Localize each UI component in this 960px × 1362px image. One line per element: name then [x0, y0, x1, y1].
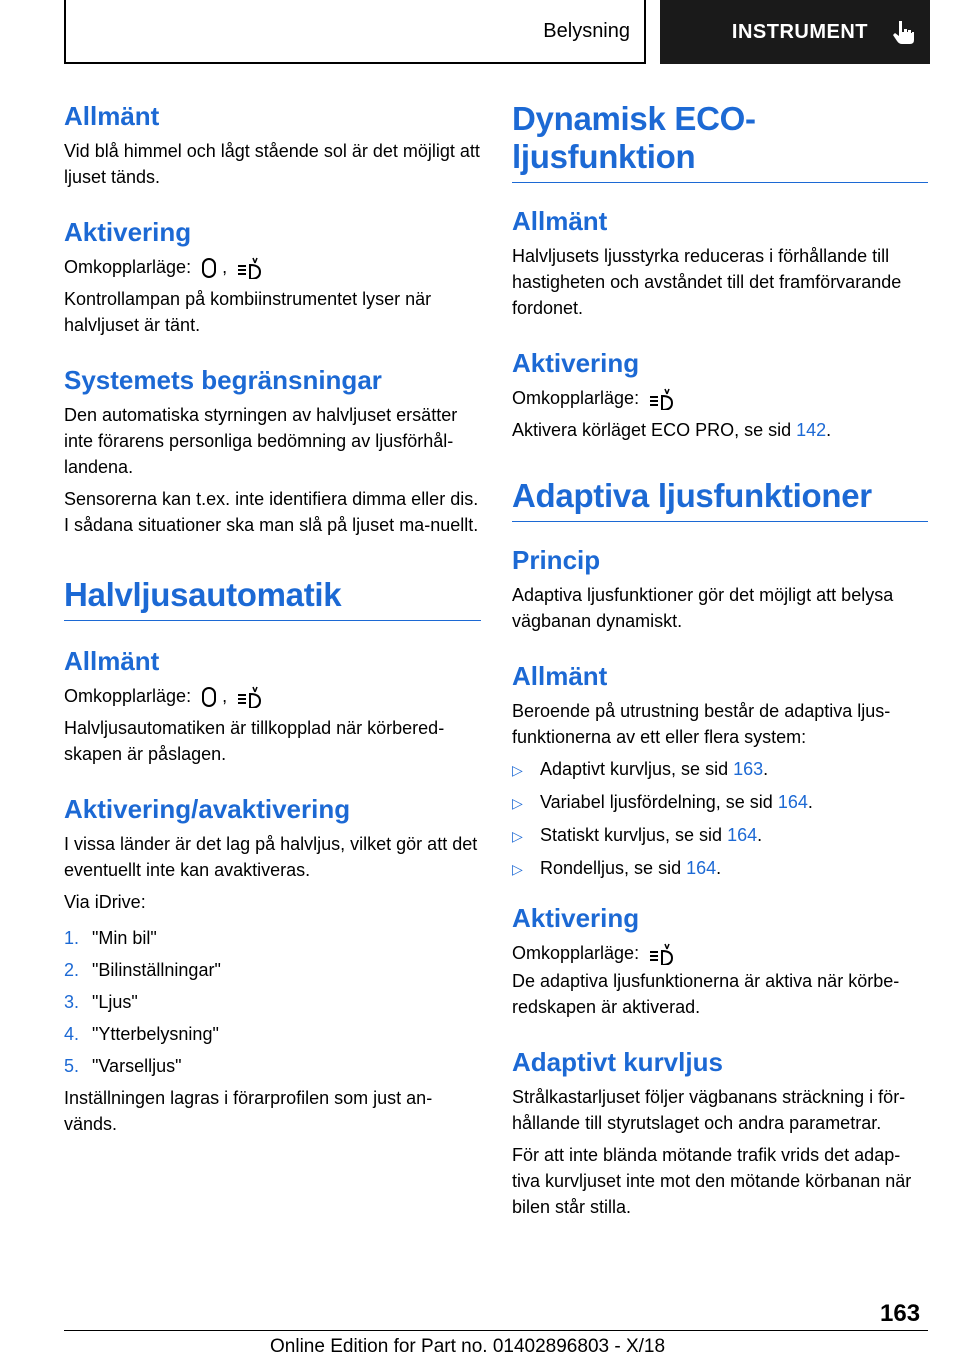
list-item: 2. "Bilinställningar" — [64, 960, 221, 980]
heading-dynamic-eco: Dynamisk ECO-ljusfunktion — [512, 100, 928, 183]
low-beam-headlight-icon — [236, 257, 262, 279]
heading-system-limits: Systemets begränsningar — [64, 365, 382, 395]
heading-princip: Princip — [512, 545, 601, 575]
left-column — [64, 100, 481, 1137]
edition-note: Online Edition for Part no. 01402896803 - X/18 — [270, 1336, 666, 1357]
paragraph: Inställningen lagras i förarprofilen som just an-vänds. — [64, 1088, 433, 1134]
list-item: 4. "Ytterbelysning" — [64, 1024, 219, 1044]
paragraph: För att inte blända mötande trafik vrids det adap-tiva kurvljuset inte mot den mötande körbanan när bilen står stilla. — [512, 1145, 912, 1217]
heading-adaptive-curve-light: Adaptivt kurvljus — [512, 1047, 723, 1077]
paragraph: I vissa länder är det lag på halvljus, vilket gör att det eventuellt inte kan avaktiveras. — [64, 834, 478, 880]
heading-aktivering-3: Aktivering — [512, 903, 640, 933]
heading-halvljusautomatik: Halvljusautomatik — [64, 576, 481, 621]
heading-aktivering-avaktivering: Aktivering/avaktivering — [64, 794, 351, 824]
list-item: ▷ Adaptivt kurvljus, se sid 163. — [512, 759, 769, 779]
switch-position-line: Omkopplarläge: , — [64, 254, 481, 280]
list-item: 3. "Ljus" — [64, 992, 138, 1012]
heading-allmant-4: Allmänt — [512, 661, 608, 691]
footer-divider — [64, 1330, 928, 1331]
idrive-steps — [64, 925, 481, 1079]
chapter-label: INSTRUMENT — [731, 20, 868, 43]
hand-pointer-icon — [890, 19, 916, 45]
heading-aktivering-1: Aktivering — [64, 217, 192, 247]
heading-allmant-3: Allmänt — [512, 206, 608, 236]
list-item: 5. "Varselljus" — [64, 1056, 182, 1076]
paragraph: Den automatiska styrningen av halvljuset ersätter inte förarens personliga bedömning av ljusförhål-landena. — [64, 405, 458, 477]
paragraph: Via iDrive: — [64, 892, 146, 912]
paragraph: Adaptiva ljusfunktioner gör det möjligt att belysa vägbanan dynamiskt. — [512, 585, 894, 631]
list-item: ▷ Rondelljus, se sid 164. — [512, 858, 722, 878]
auto-light-off-icon — [200, 257, 218, 279]
auto-light-off-icon — [200, 686, 218, 708]
paragraph: Vid blå himmel och lågt stående sol är det möjligt att ljuset tänds. — [64, 141, 480, 187]
low-beam-headlight-icon — [236, 686, 262, 708]
heading-aktivering-2: Aktivering — [512, 348, 640, 378]
switch-position-line: Omkopplarläge: — [512, 385, 928, 411]
right-column — [512, 100, 928, 1220]
paragraph: Halvljusets ljusstyrka reduceras i förhållande till hastigheten och avståndet till det framförvarande fordonet. — [512, 246, 902, 318]
paragraph: Sensorerna kan t.ex. inte identifiera dimma eller dis. I sådana situationer ska man slå på ljuset ma-nuellt. — [64, 489, 479, 535]
low-beam-headlight-icon — [648, 943, 674, 965]
page-link[interactable]: 142 — [796, 420, 827, 440]
page-link[interactable]: 164 — [777, 792, 808, 812]
chapter-tab — [660, 0, 930, 64]
paragraph: Kontrollampan på kombiinstrumentet lyser när halvljuset är tänt. — [64, 289, 432, 335]
heading-allmant-2: Allmänt — [64, 646, 160, 676]
paragraph: Aktivera körläget ECO PRO, se sid 142. — [512, 420, 832, 440]
paragraph: Strålkastarljuset följer vägbanans sträckning i för-hållande till styrutslaget och andra parametrar. — [512, 1087, 906, 1133]
heading-allmant-1: Allmänt — [64, 101, 160, 131]
page-link[interactable]: 164 — [727, 825, 758, 845]
section-tab — [64, 0, 646, 64]
paragraph: Halvljusautomatiken är tillkopplad när körbered-skapen är påslagen. — [64, 718, 445, 764]
paragraph: De adaptiva ljusfunktionerna är aktiva när körbe-redskapen är aktiverad. — [512, 971, 900, 1017]
adaptive-systems-list — [512, 756, 928, 882]
list-item: 1. "Min bil" — [64, 928, 157, 948]
low-beam-headlight-icon — [648, 388, 674, 410]
page-number: 163 — [880, 1300, 921, 1327]
list-item: ▷ Statiskt kurvljus, se sid 164. — [512, 825, 763, 845]
list-item: ▷ Variabel ljusfördelning, se sid 164. — [512, 792, 813, 812]
switch-position-line: Omkopplarläge: — [512, 940, 928, 966]
switch-position-line: Omkopplarläge: , — [64, 683, 481, 709]
section-label: Belysning — [543, 19, 630, 42]
paragraph: Beroende på utrustning består de adaptiva ljus-funktionerna av ett eller flera system: — [512, 701, 891, 747]
page-header — [64, 0, 930, 66]
page-link[interactable]: 163 — [733, 759, 764, 779]
page-link[interactable]: 164 — [686, 858, 717, 878]
heading-adaptive-light: Adaptiva ljusfunktioner — [512, 477, 928, 522]
